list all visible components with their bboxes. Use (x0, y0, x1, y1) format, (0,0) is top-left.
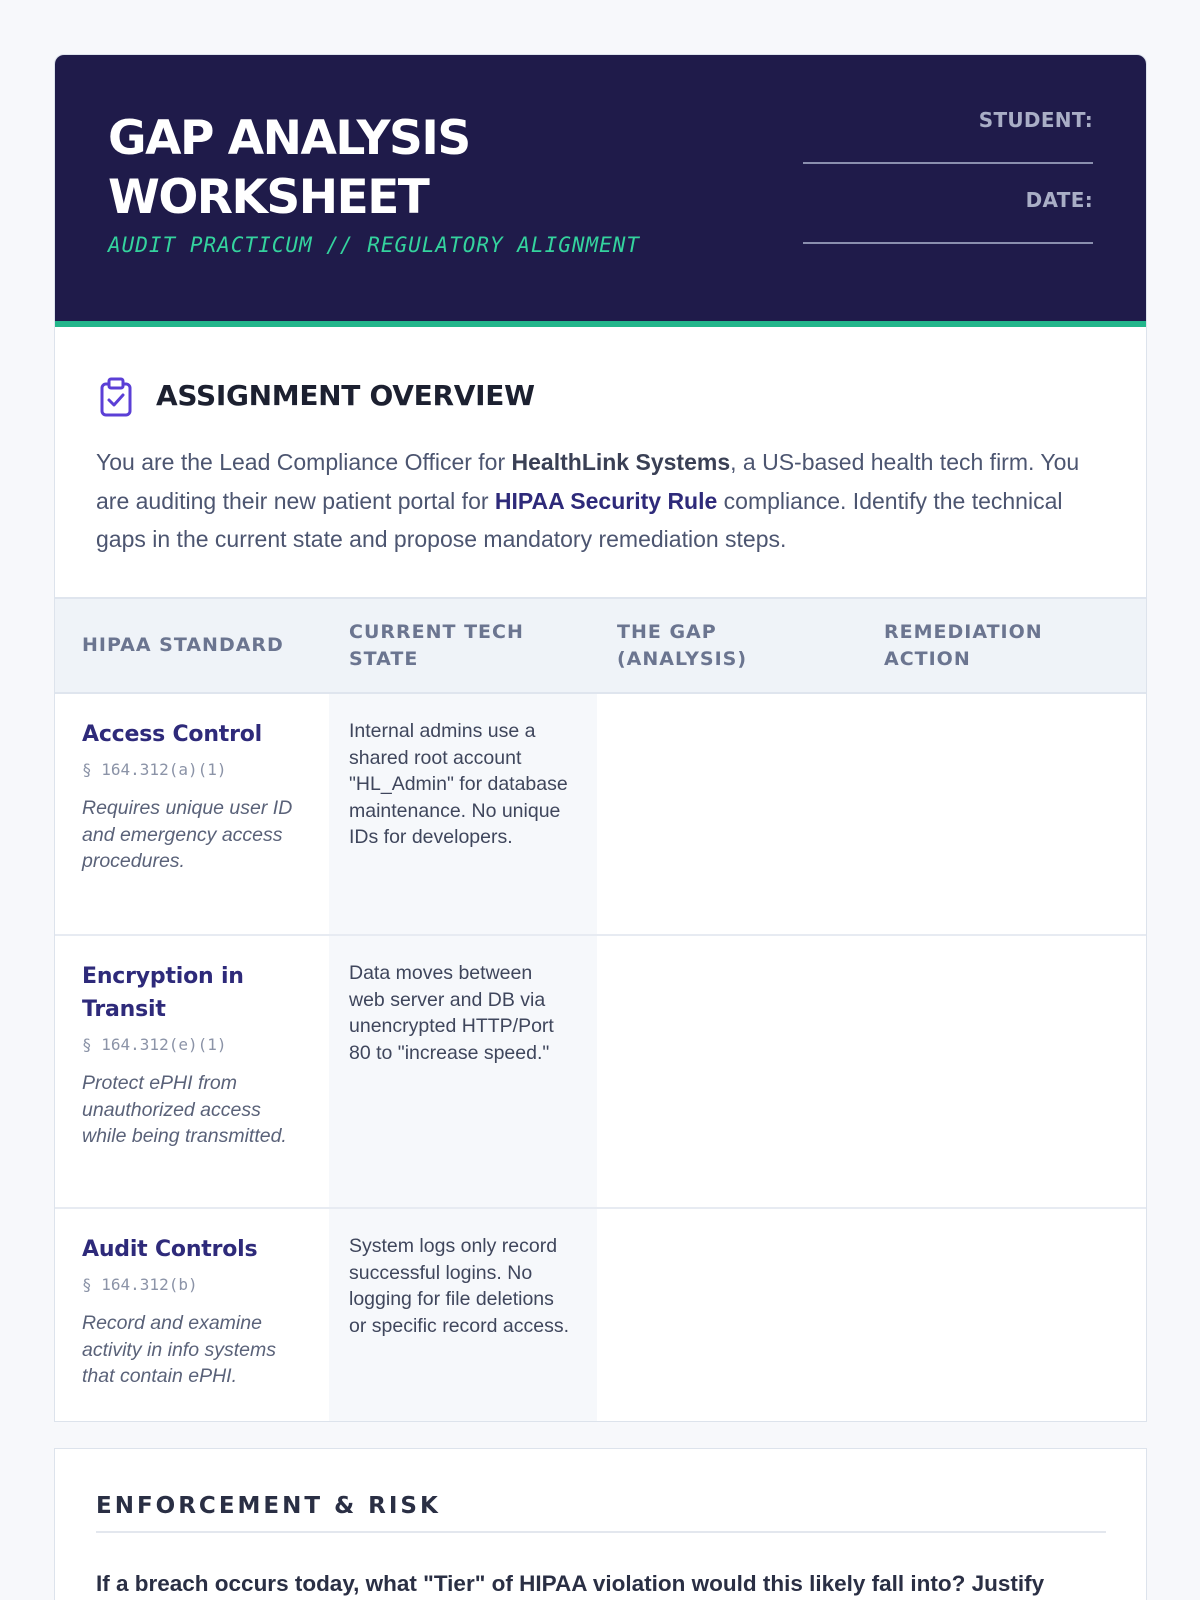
table-row (55, 694, 1146, 936)
overview-text-part-2: , a US-based health tech firm. You are auditing their new patient portal for (96, 449, 1080, 514)
assignment-overview (55, 333, 1146, 597)
remediation-action-cell[interactable] (865, 1209, 1146, 1422)
standard-name: Audit Controls (82, 1237, 258, 1262)
page-subtitle: AUDIT PRACTICUM // REGULATORY ALIGNMENT (108, 233, 641, 257)
overview-text-part-1: You are the Lead Compliance Officer for (96, 449, 512, 475)
column-header-standard: HIPAA STANDARD (82, 634, 284, 656)
student-label: STUDENT: (978, 108, 1093, 132)
table-row (55, 936, 1146, 1209)
gap-analysis-cell[interactable] (597, 936, 865, 1207)
standard-name: Encryption in Transit (82, 964, 244, 1022)
remediation-action-cell[interactable] (865, 694, 1146, 934)
overview-text-part-3: compliance. Identify the technical gaps in the current state and propose mandatory remediation steps. (96, 487, 1063, 552)
overview-title: ASSIGNMENT OVERVIEW (156, 379, 535, 412)
enforcement-title: ENFORCEMENT & RISK (96, 1493, 441, 1519)
current-state-text: Internal admins use a shared root account "HL_Admin" for database maintenance. No unique IDs for developers. (349, 720, 568, 848)
date-signature-line[interactable] (803, 242, 1093, 244)
standard-reference: § 164.312(b) (82, 1275, 198, 1294)
section-divider (96, 1531, 1106, 1533)
standard-reference: § 164.312(a)(1) (82, 760, 227, 779)
date-label: DATE: (1025, 188, 1093, 212)
enforcement-question: If a breach occurs today, what "Tier" of HIPAA violation would this likely fall into? Justify (96, 1571, 1045, 1596)
enforcement-section (54, 1448, 1147, 1600)
page-title (108, 109, 708, 227)
table-row (55, 1209, 1146, 1422)
column-header-current-state: CURRENT TECH STATE (349, 621, 524, 670)
gap-analysis-cell[interactable] (597, 1209, 865, 1422)
standard-description: Requires unique user ID and emergency access procedures. (82, 797, 293, 872)
company-name: HealthLink Systems (511, 449, 731, 475)
worksheet-card (54, 54, 1147, 1422)
current-state-text: System logs only record successful logins. No logging for file deletions or specific record access. (349, 1235, 569, 1337)
table-header (55, 597, 1146, 694)
page-title-line-1: GAP ANALYSIS (108, 111, 470, 166)
clipboard-check-icon (99, 377, 133, 417)
standard-reference: § 164.312(e)(1) (82, 1035, 227, 1054)
column-header-gap: THE GAP (ANALYSIS) (617, 621, 748, 670)
standard-name: Access Control (82, 722, 263, 747)
remediation-action-cell[interactable] (865, 936, 1146, 1207)
standard-description: Protect ePHI from unauthorized access while being transmitted. (82, 1072, 287, 1147)
rule-name: HIPAA Security Rule (494, 487, 718, 514)
overview-text (96, 443, 1106, 559)
worksheet-header (55, 55, 1146, 327)
current-state-text: Data moves between web server and DB via unencrypted HTTP/Port 80 to "increase speed." (349, 962, 554, 1064)
student-signature-line[interactable] (803, 162, 1093, 164)
column-header-remediation: REMEDIATION ACTION (884, 621, 1043, 670)
standard-description: Record and examine activity in info systems that contain ePHI. (82, 1312, 276, 1387)
page-title-line-2: WORKSHEET (108, 170, 429, 225)
gap-analysis-cell[interactable] (597, 694, 865, 934)
